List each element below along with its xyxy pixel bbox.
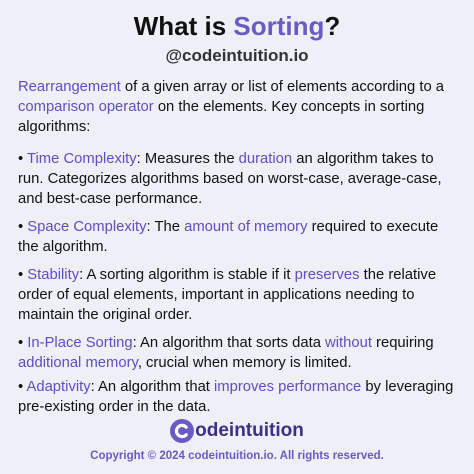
- adaptivity-text-1: : An algorithm that: [90, 379, 215, 395]
- inplace-highlight-memory: additional memory: [18, 355, 138, 371]
- brand-logo: [0, 419, 474, 443]
- space-text-2: required to execute the algorithm.: [18, 219, 439, 255]
- term-adaptivity: Adaptivity: [26, 379, 91, 395]
- bullet-time-complexity: [18, 149, 460, 209]
- title-prefix: What is: [133, 11, 234, 41]
- intro-text-1: of a given array or list of elements according to a: [120, 79, 445, 95]
- title-suffix: ?: [324, 11, 341, 41]
- content-body: [18, 77, 460, 417]
- bullet-adaptivity: [18, 377, 460, 417]
- adaptivity-highlight-performance: improves performance: [214, 379, 362, 395]
- inplace-highlight-without: without: [325, 335, 372, 351]
- inplace-text-1: : An algorithm that sorts data: [132, 335, 326, 351]
- intro-paragraph: [18, 77, 460, 137]
- stability-highlight-preserves: preserves: [294, 267, 360, 283]
- intro-highlight-comparison: comparison operator: [18, 99, 154, 115]
- page-title: [0, 10, 474, 42]
- stability-text-2: the relative order of equal elements, important in applications needing to maintain the original order.: [18, 267, 437, 323]
- bullet-space-complexity: [18, 217, 460, 257]
- title-accent: Sorting: [233, 11, 325, 41]
- logo-wordmark: odeintuition: [195, 420, 304, 441]
- bullet-marker: •: [18, 151, 28, 167]
- bullet-in-place-sorting: [18, 333, 460, 373]
- term-stability: Stability: [27, 267, 80, 283]
- bullet-marker: •: [18, 379, 27, 395]
- time-text-2: an algorithm takes to run. Categorizes algorithms based on worst-case, average-case, and best-case performance.: [18, 151, 442, 207]
- space-text-1: : The: [146, 219, 185, 235]
- social-handle: @codeintuition.io: [165, 46, 309, 65]
- bullet-marker: •: [18, 335, 28, 351]
- logo-c-icon: [170, 419, 194, 443]
- term-space-complexity: Space Complexity: [27, 219, 147, 235]
- time-text-1: : Measures the: [136, 151, 239, 167]
- inplace-text-2: requiring: [371, 335, 434, 351]
- term-in-place-sorting: In-Place Sorting: [27, 335, 133, 351]
- stability-text-1: : A sorting algorithm is stable if it: [79, 267, 295, 283]
- inplace-text-3: , crucial when memory is limited.: [137, 355, 352, 371]
- time-highlight-duration: duration: [238, 151, 293, 167]
- space-highlight-memory: amount of memory: [184, 219, 308, 235]
- bullet-marker: •: [18, 219, 28, 235]
- intro-highlight-rearrangement: Rearrangement: [18, 79, 121, 95]
- copyright-notice: Copyright © 2024 codeintuition.io. All rights reserved.: [90, 450, 384, 462]
- bullet-marker: •: [18, 267, 28, 283]
- intro-text-2: on the elements. Key concepts in sorting algorithms:: [18, 99, 425, 135]
- adaptivity-text-2: by leveraging pre-existing order in the data.: [18, 379, 454, 415]
- term-time-complexity: Time Complexity: [27, 151, 137, 167]
- bullet-stability: [18, 265, 460, 325]
